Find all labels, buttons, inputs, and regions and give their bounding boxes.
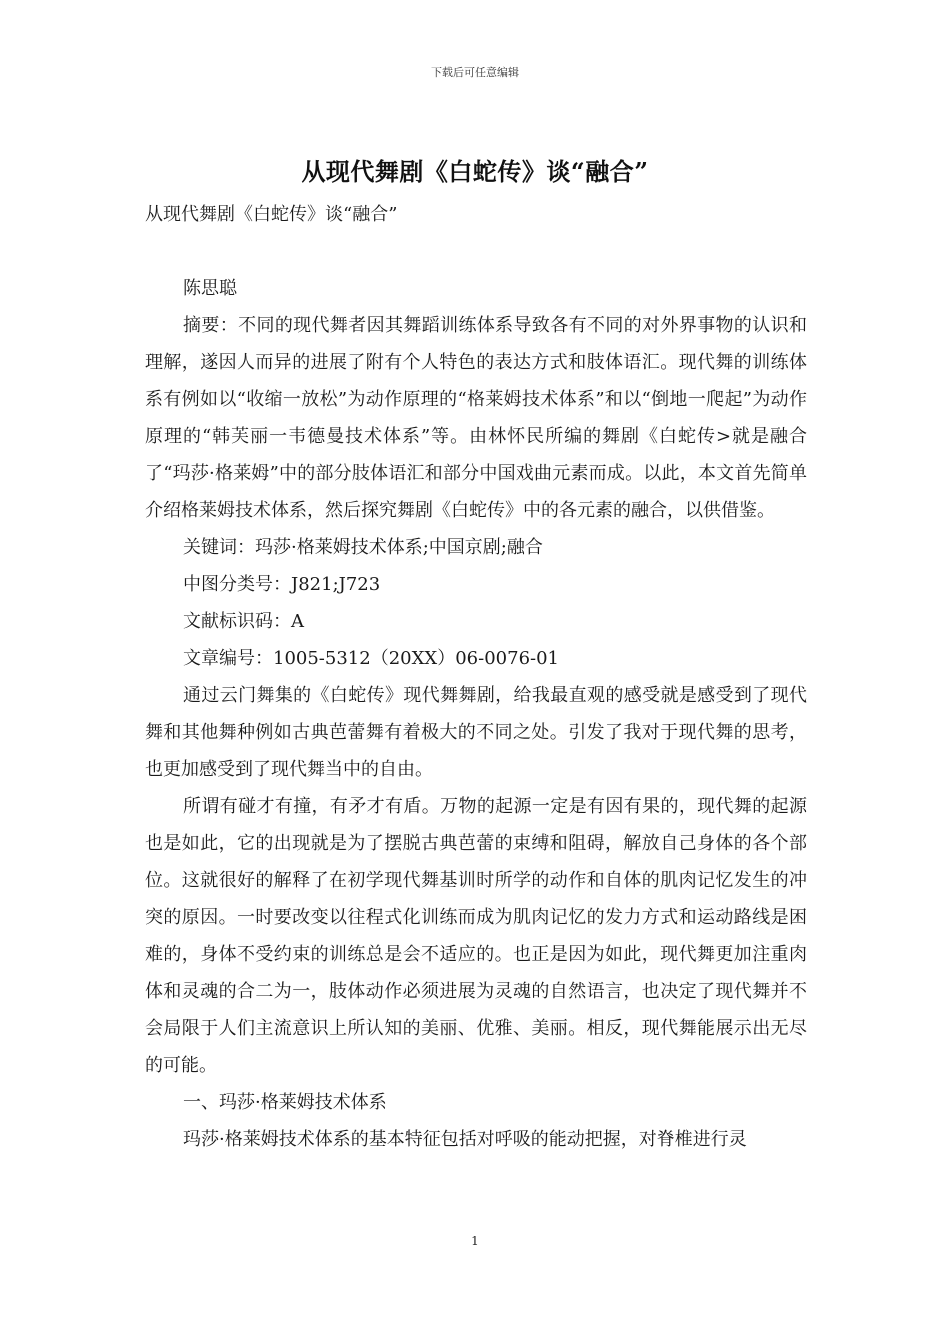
header-note: 下载后可任意编辑 <box>431 66 519 79</box>
page-number: 1 <box>471 1234 479 1248</box>
document-body <box>145 196 807 1158</box>
article-number-line: 文章编号：1005-5312（20XX）06-0076-01 <box>183 648 560 669</box>
document-subtitle: 从现代舞剧《白蛇传》谈“融合” <box>145 204 398 225</box>
abstract-paragraph: 摘要：不同的现代舞者因其舞蹈训练体系导致各有不同的对外界事物的认识和理解，遂因人而异的进展了附有个人特色的表达方式和肢体语汇。现代舞的训练体系有例如以“收缩一放松”为动作原理的“格莱姆技术体系”和以“倒地一爬起”为动作原理的“韩芙丽一韦德曼技术体系”等。由林怀民所编的舞剧《白蛇传>就是融合了“玛莎·格莱姆”中的部分肢体语汇和部分中国戏曲元素而成。以此，本文首先简单介绍格莱姆技术体系，然后探究舞剧《白蛇传》中的各元素的融合，以供借鉴。 <box>145 315 807 521</box>
document-code-line: 文献标识码：A <box>183 611 304 632</box>
body-paragraph-1: 通过云门舞集的《白蛇传》现代舞舞剧，给我最直观的感受就是感受到了现代舞和其他舞种例如古典芭蕾舞有着极大的不同之处。引发了我对于现代舞的思考，也更加感受到了现代舞当中的自由。 <box>145 685 807 780</box>
keywords-line: 关键词：玛莎·格莱姆技术体系;中国京剧;融合 <box>183 537 543 558</box>
author-name: 陈思聪 <box>183 278 237 299</box>
section-heading: 一、玛莎·格莱姆技术体系 <box>183 1092 387 1113</box>
document-title: 从现代舞剧《白蛇传》谈“融合” <box>301 157 649 186</box>
body-paragraph-3: 玛莎·格莱姆技术体系的基本特征包括对呼吸的能动把握，对脊椎进行灵 <box>183 1129 747 1150</box>
clc-number-line: 中图分类号：J821;J723 <box>183 574 381 595</box>
body-paragraph-2: 所谓有碰才有撞，有矛才有盾。万物的起源一定是有因有果的，现代舞的起源也是如此，它的出现就是为了摆脱古典芭蕾的束缚和阻碍，解放自己身体的各个部位。这就很好的解释了在初学现代舞基训时所学的动作和自体的肌肉记忆发生的冲突的原因。一时要改变以往程式化训练而成为肌肉记忆的发力方式和运动路线是困难的，身体不受约束的训练总是会不适应的。也正是因为如此，现代舞更加注重肉体和灵魂的合二为一，肢体动作必须进展为灵魂的自然语言，也决定了现代舞并不会局限于人们主流意识上所认知的美丽、优雅、美丽。相反，现代舞能展示出无尽的可能。 <box>145 796 807 1076</box>
blank-line <box>145 233 807 270</box>
